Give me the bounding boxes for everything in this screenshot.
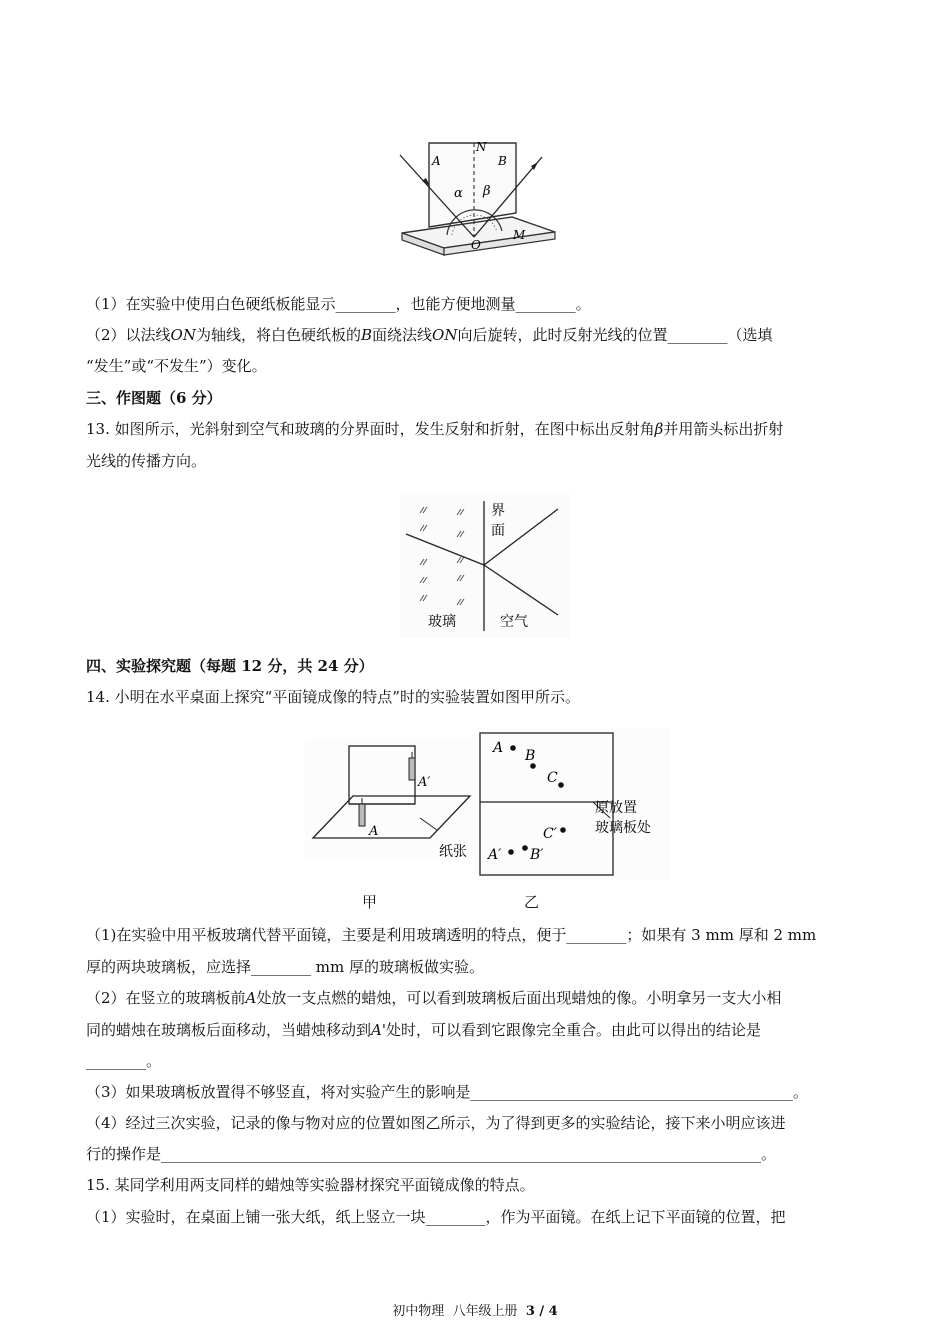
- q14-part4-line2: 行的操作是________________________________________________________________________________。: [86, 1145, 777, 1163]
- q12-part1: （1）在实验中使用白色硬纸板能显示________，也能方便地测量________。: [86, 295, 591, 313]
- jia-label-a: A: [369, 824, 379, 839]
- glass-label: 玻璃: [428, 614, 456, 630]
- q14-part1-line1: （1)在实验中用平板玻璃代替平面镜，主要是利用玻璃透明的特点，便于________；如果有 3 mm 厚和 2 mm: [86, 926, 817, 944]
- jia-label-paper: 纸张: [439, 844, 467, 858]
- q14-part3: （3）如果玻璃板放置得不够竖直，将对实验产生的影响是___________________________________________。: [86, 1083, 809, 1101]
- yi-label-orig-line2: 玻璃板处: [595, 820, 651, 836]
- q14-intro: 14. 小明在水平桌面上探究“平面镜成像的特点”时的实验装置如图甲所示。: [86, 688, 580, 706]
- air-label: 空气: [500, 614, 528, 630]
- yi-label-b: B: [525, 748, 536, 764]
- q12-part2-line2: “发生”或“不发生”）变化。: [86, 357, 267, 375]
- interface-label-top: 界: [491, 503, 505, 519]
- interface-figure: [400, 493, 570, 638]
- label-alpha: α: [454, 186, 463, 201]
- label-o: O: [471, 238, 481, 252]
- q15-intro: 15. 某同学利用两支同样的蜡烛等实验器材探究平面镜成像的特点。: [86, 1176, 535, 1194]
- q14-part1-line2: 厚的两块玻璃板，应选择________ mm 厚的玻璃板做实验。: [86, 958, 484, 976]
- section3-title: 三、作图题（6 分）: [86, 389, 222, 407]
- label-m: M: [513, 228, 526, 242]
- yi-label-a: A: [493, 740, 504, 756]
- label-n: N: [476, 140, 487, 154]
- jia-label-a-prime: A′: [418, 775, 431, 790]
- q14-part2-line1: （2）在竖立的玻璃板前A处放一支点燃的蜡烛，可以看到玻璃板后面出现蜡烛的像。小明拿另一支大小相: [86, 989, 782, 1007]
- caption-jia: 甲: [362, 893, 378, 911]
- yi-label-c: C: [547, 770, 558, 786]
- yi-label-c-prime: C′: [543, 826, 557, 842]
- label-a: A: [432, 154, 441, 168]
- q14-part4-line1: （4）经过三次实验，记录的像与物对应的位置如图乙所示，为了得到更多的实验结论，接下来小明应该进: [86, 1114, 786, 1132]
- caption-yi: 乙: [524, 893, 540, 911]
- figure-jia: [305, 738, 480, 858]
- label-beta: β: [483, 184, 491, 199]
- yi-label-b-prime: B′: [530, 847, 544, 863]
- section4-title: 四、实验探究题（每题 12 分，共 24 分）: [86, 657, 374, 675]
- page-footer: 初中物理 八年级上册 3 / 4: [392, 1304, 558, 1319]
- figure-yi: [475, 728, 670, 880]
- yi-label-orig-line1: 原放置: [595, 800, 637, 816]
- interface-label-bottom: 面: [491, 523, 505, 539]
- q13-line2: 光线的传播方向。: [86, 452, 207, 470]
- reflection-apparatus-figure: [392, 135, 562, 285]
- q12-part2-line1: （2）以法线ON为轴线，将白色硬纸板的B面绕法线ON向后旋转，此时反射光线的位置________（选填: [86, 326, 773, 344]
- q15-part1: （1）实验时，在桌面上铺一张大纸，纸上竖立一块________，作为平面镜。在纸上记下平面镜的位置，把: [86, 1208, 786, 1226]
- q14-part2-line3: ________。: [86, 1052, 162, 1070]
- yi-label-a-prime: A′: [488, 847, 502, 863]
- q13-line1: 13. 如图所示，光斜射到空气和玻璃的分界面时，发生反射和折射，在图中标出反射角β并用箭头标出折射: [86, 420, 784, 438]
- label-b: B: [498, 154, 507, 168]
- q14-part2-line2: 同的蜡烛在玻璃板后面移动，当蜡烛移动到A'处时，可以看到它跟像完全重合。由此可以得出的结论是: [86, 1021, 761, 1039]
